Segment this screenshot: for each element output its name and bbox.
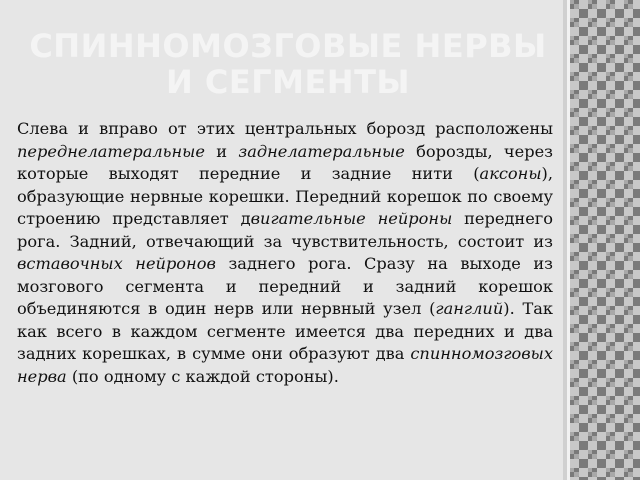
italic-term: ганглий bbox=[435, 299, 504, 318]
italic-term: переднелатеральные bbox=[17, 141, 205, 161]
slide-body-text bbox=[17, 118, 553, 388]
italic-term: вставочных нейронов bbox=[17, 254, 216, 273]
text-run: ). Так как всего в каждом сегменте имеется два передних и два задних корешках, в сумме они образуют два bbox=[17, 299, 554, 363]
diamond-pattern-strip bbox=[567, 0, 640, 480]
text-run: и bbox=[204, 141, 239, 161]
text-run: заднего рога. Сразу на выходе из мозгового сегмента и передний и задний корешок объединяются в один нерв или нервный узел ( bbox=[17, 254, 554, 318]
text-run: ), образующие нервные корешки. Передний корешок по своему строению представляет д bbox=[17, 164, 553, 228]
text-run: Слева и вправо от этих центральных борозд расположены bbox=[17, 119, 553, 138]
italic-term: заднелатеральные bbox=[238, 141, 405, 161]
text-run: (по одному с каждой стороны). bbox=[66, 366, 339, 386]
text-run: переднего рога. Задний, отвечающий за чувствительность, состоит из bbox=[17, 209, 554, 251]
slide-title: СПИННОМОЗГОВЫЕ НЕРВЫ И СЕГМЕНТЫ bbox=[29, 27, 547, 101]
italic-term: аксоны bbox=[479, 164, 542, 183]
italic-term: спинномозговых нерва bbox=[17, 344, 553, 386]
italic-term: вигательные нейроны bbox=[250, 209, 453, 228]
text-run: борозды, через которые выходят передние и задние нити ( bbox=[17, 141, 553, 183]
